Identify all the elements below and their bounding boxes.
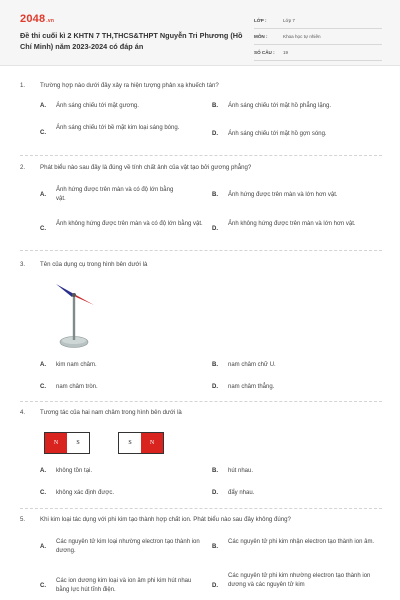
option-text: Ánh sáng chiếu tới mặt hồ gợn sóng. [228, 131, 327, 137]
option-text: hút nhau. [228, 468, 254, 474]
magnet-pole: N [45, 433, 67, 453]
option-letter: D. [212, 384, 218, 390]
option-letter: B. [212, 362, 218, 368]
question-number: 3. [20, 261, 26, 268]
question-number: 2. [20, 164, 26, 171]
exam-meta [254, 13, 382, 61]
option-text: Các nguyên tử phi kim nhận electron tạo thành ion âm. [228, 539, 375, 545]
meta-value: 19 [283, 50, 289, 55]
magnet-pole: S [119, 433, 141, 453]
option-letter: A. [40, 544, 46, 550]
page-header [0, 0, 400, 66]
divider [20, 508, 382, 509]
option-text: không xác định được. [56, 490, 114, 496]
site-logo[interactable]: 2048.vn [20, 13, 55, 25]
option-letter: C. [40, 130, 46, 136]
question-3 [20, 261, 382, 271]
meta-value: Khoa học tự nhiên [283, 34, 321, 39]
option-text: Ánh sáng chiếu tới mặt hồ phẳng lặng. [228, 103, 332, 109]
option-letter: A. [40, 192, 46, 198]
meta-key: MÔN : [254, 34, 268, 39]
meta-key: SỐ CÂU : [254, 50, 275, 55]
option-text: Ánh sáng chiếu tới mặt gương. [56, 103, 139, 109]
option-text: nam châm chữ U. [228, 362, 276, 368]
option-text: Ảnh hứng được trên màn và có độ lớn bằng vật. [56, 187, 174, 202]
option-letter: B. [212, 103, 218, 109]
bar-magnet-left [44, 432, 90, 454]
option-letter: A. [40, 468, 46, 474]
option-text: không tồn tại. [56, 468, 93, 474]
option-text: Ảnh không hứng được trên màn và có độ lớn bằng vật. [56, 221, 203, 227]
question-number: 5. [20, 516, 26, 523]
meta-row-class [254, 13, 382, 29]
divider [20, 401, 382, 402]
divider [20, 155, 382, 156]
bar-magnet-right [118, 432, 164, 454]
option-letter: C. [40, 583, 46, 589]
option-letter: B. [212, 544, 218, 550]
question-number: 4. [20, 409, 26, 416]
meta-value: Lớp 7 [283, 18, 295, 23]
question-text: Khi kim loại tác dụng với phi kim tạo thành hợp chất ion. Phát biểu nào sau đây không đúng? [40, 516, 291, 523]
question-text: Trường hợp nào dưới đây xảy ra hiện tượng phản xạ khuếch tán? [40, 82, 219, 89]
option-text: đẩy nhau. [228, 490, 255, 496]
meta-key: LỚP : [254, 18, 267, 23]
document-title: Đề thi cuối kì 2 KHTN 7 TH,THCS&THPT Nguyễn Tri Phương (Hồ Chí Minh) năm 2023-2024 có đáp án [20, 31, 243, 51]
magnet-pole: S [67, 433, 89, 453]
option-text: kim nam châm. [56, 362, 97, 368]
option-text: nam châm tròn. [56, 384, 98, 390]
option-text: Các nguyên tử kim loại nhường electron tạo thành ion dương. [56, 539, 200, 554]
option-letter: D. [212, 490, 218, 496]
option-text: Ánh sáng chiếu tới bề mặt kim loại sáng bóng. [56, 125, 180, 131]
option-text: nam châm thẳng. [228, 384, 275, 390]
option-text: Các ion dương kim loại và ion âm phi kim hút nhau bằng lực hút tĩnh điện. [56, 578, 192, 593]
meta-row-question-count [254, 45, 382, 61]
question-number: 1. [20, 82, 26, 89]
question-text: Tên của dụng cụ trong hình bên dưới là [40, 261, 148, 268]
option-letter: D. [212, 583, 218, 589]
option-letter: B. [212, 468, 218, 474]
divider [20, 250, 382, 251]
question-1 [20, 82, 382, 92]
question-2 [20, 164, 382, 174]
question-4 [20, 409, 382, 419]
question-5 [20, 516, 382, 526]
compass-needle-figure [46, 278, 106, 350]
option-letter: D. [212, 131, 218, 137]
magnet-pole: N [141, 433, 163, 453]
question-text: Phát biểu nào sau đây là đúng về tính chất ảnh của vật tạo bởi gương phẳng? [40, 164, 252, 171]
option-letter: C. [40, 384, 46, 390]
option-letter: A. [40, 362, 46, 368]
option-letter: D. [212, 226, 218, 232]
option-letter: C. [40, 490, 46, 496]
option-letter: C. [40, 226, 46, 232]
option-text: Ảnh hứng được trên màn và lớn hơn vật. [228, 192, 338, 198]
meta-row-subject [254, 29, 382, 45]
option-letter: A. [40, 103, 46, 109]
option-text: Ảnh không hứng được trên màn và lớn hơn vật. [228, 221, 356, 227]
question-text: Tương tác của hai nam châm trong hình bên dưới là [40, 409, 182, 416]
option-letter: B. [212, 192, 218, 198]
option-text: Các nguyên tử phi kim nhường electron tạo thành ion dương và các nguyên tử kim [228, 573, 371, 588]
